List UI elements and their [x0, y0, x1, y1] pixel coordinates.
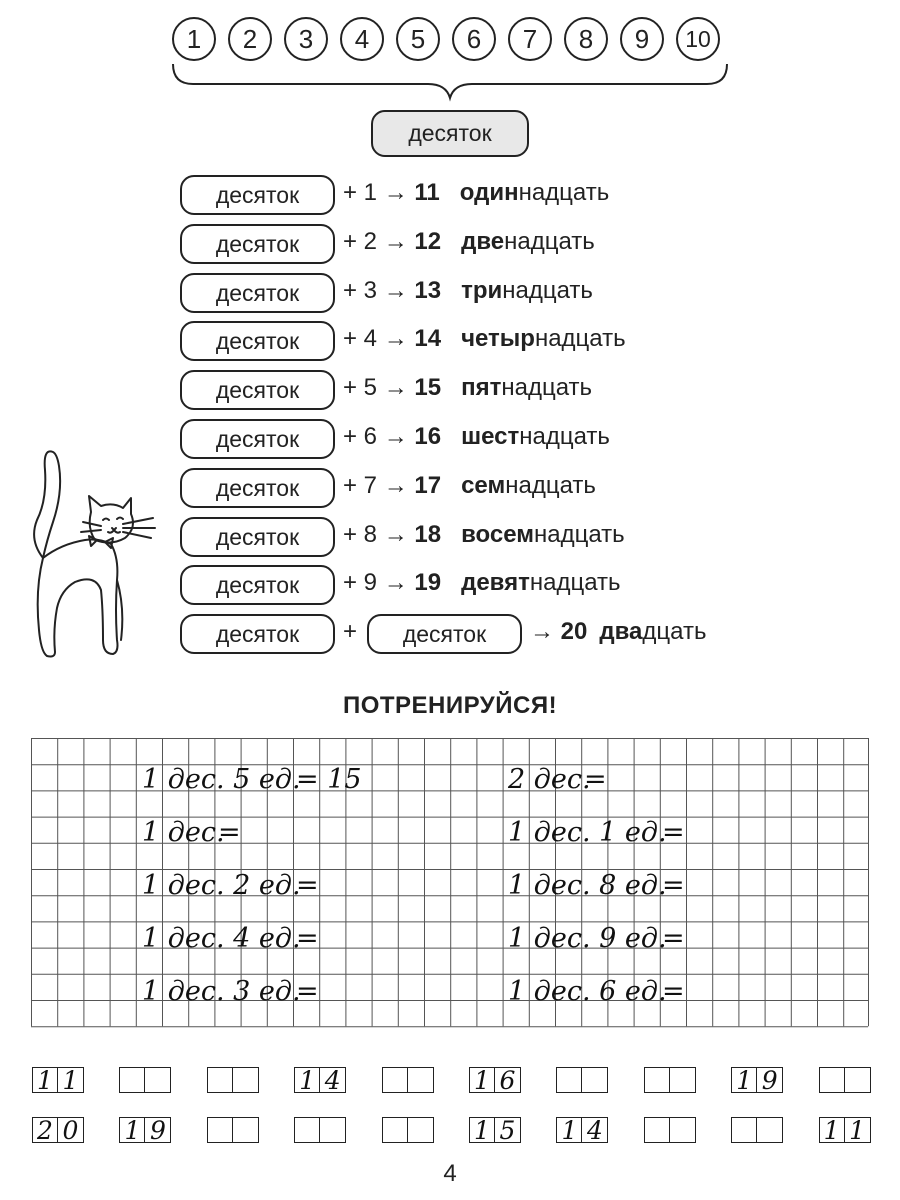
- exercise-answer[interactable]: =: [662, 923, 685, 954]
- tens-digit[interactable]: [645, 1118, 670, 1142]
- arrow: →: [383, 325, 408, 352]
- tens-digit[interactable]: [383, 1118, 408, 1142]
- word-suffix: надцать: [534, 325, 626, 352]
- result-number: 15: [414, 374, 442, 401]
- number-box[interactable]: [469, 1067, 521, 1093]
- tens-digit[interactable]: 2: [33, 1118, 58, 1142]
- curly-brace: [170, 62, 730, 102]
- tens-digit[interactable]: [557, 1068, 582, 1092]
- units-digit[interactable]: 0: [62, 1115, 79, 1145]
- units-digit[interactable]: 9: [149, 1115, 166, 1145]
- number-box[interactable]: [469, 1117, 521, 1143]
- tens-digit[interactable]: 1: [295, 1068, 320, 1092]
- arrow: →: [383, 521, 408, 548]
- number-circle: 3: [284, 17, 328, 61]
- number-box[interactable]: [119, 1117, 171, 1143]
- units-digit[interactable]: [845, 1068, 870, 1092]
- number-box[interactable]: [294, 1117, 346, 1143]
- exercise-expression: 1 дес. 6 ед.: [508, 976, 667, 1007]
- row-equation: [343, 277, 593, 305]
- plus-sign: +: [343, 618, 358, 645]
- plus-term: + 5: [343, 374, 378, 401]
- word-suffix: надцать: [501, 374, 593, 401]
- result-number: 20: [560, 618, 588, 645]
- word-root: два: [599, 618, 643, 645]
- word-suffix: надцать: [504, 228, 595, 255]
- number-box[interactable]: [556, 1117, 608, 1143]
- tens-digit[interactable]: 1: [732, 1068, 757, 1092]
- number-box[interactable]: [119, 1067, 171, 1093]
- units-digit[interactable]: [145, 1068, 170, 1092]
- plus-term: + 6: [343, 423, 378, 450]
- number-box[interactable]: [382, 1117, 434, 1143]
- word-root: один: [459, 179, 519, 206]
- row-equation: [343, 521, 625, 549]
- exercise-expression: 1 дес. 4 ед.: [142, 923, 301, 954]
- units-digit[interactable]: [670, 1068, 695, 1092]
- ten-box: десяток: [180, 614, 335, 654]
- ten-box: десяток: [367, 614, 522, 654]
- row-equation: [530, 618, 706, 646]
- number-box[interactable]: [32, 1117, 84, 1143]
- number-box[interactable]: [294, 1067, 346, 1093]
- tens-digit[interactable]: [732, 1118, 757, 1142]
- word-root: две: [461, 228, 505, 255]
- word-root: шест: [461, 423, 520, 450]
- number-box[interactable]: [731, 1117, 783, 1143]
- exercise-expression: 1 дес. 1 ед.: [508, 817, 667, 848]
- number-circle: 1: [172, 17, 216, 61]
- number-box[interactable]: [819, 1067, 871, 1093]
- row-equation: [343, 325, 626, 353]
- word-suffix: надцать: [518, 179, 610, 206]
- ten-box: десяток: [180, 175, 335, 215]
- units-digit[interactable]: 6: [499, 1065, 516, 1095]
- result-number: 16: [414, 423, 442, 450]
- row-equation: [343, 472, 596, 500]
- word-root: пят: [461, 374, 502, 401]
- word-root: сем: [461, 472, 506, 499]
- word-suffix: надцать: [519, 423, 610, 450]
- number-box[interactable]: [207, 1067, 259, 1093]
- word-suffix: надцать: [505, 472, 596, 499]
- number-box[interactable]: [32, 1067, 84, 1093]
- arrow: →: [383, 179, 408, 206]
- units-digit[interactable]: [408, 1068, 433, 1092]
- units-digit[interactable]: [233, 1068, 258, 1092]
- word-root: три: [461, 277, 503, 304]
- row-equation: [343, 569, 621, 597]
- exercise-expression: 1 дес. 3 ед.: [142, 976, 301, 1007]
- word-suffix: надцать: [529, 569, 621, 596]
- tens-digit[interactable]: 1: [557, 1118, 582, 1142]
- number-circles: [172, 17, 732, 65]
- result-number: 14: [414, 325, 442, 352]
- exercise-answer[interactable]: =: [296, 923, 319, 954]
- units-digit[interactable]: [582, 1068, 607, 1092]
- arrow: →: [383, 472, 408, 499]
- word-suffix: надцать: [534, 521, 625, 548]
- number-circle: 7: [508, 17, 552, 61]
- result-number: 12: [414, 228, 442, 255]
- result-number: 13: [414, 277, 442, 304]
- word-root: восем: [461, 521, 534, 548]
- arrow: →: [383, 228, 408, 255]
- number-box[interactable]: [382, 1067, 434, 1093]
- plus-term: + 7: [343, 472, 378, 499]
- exercise-expression: 1 дес. 9 ед.: [508, 923, 667, 954]
- exercise-expression: 1 дес.: [142, 817, 225, 848]
- ten-box: десяток: [180, 565, 335, 605]
- exercise-expression: 1 дес. 2 ед.: [142, 870, 301, 901]
- word-suffix: надцать: [502, 277, 593, 304]
- tens-digit[interactable]: [645, 1068, 670, 1092]
- tens-digit[interactable]: [295, 1118, 320, 1142]
- number-circle: 4: [340, 17, 384, 61]
- row-equation: [343, 179, 609, 207]
- tens-digit[interactable]: 1: [33, 1068, 58, 1092]
- tens-digit[interactable]: 1: [120, 1118, 145, 1142]
- units-digit[interactable]: [757, 1118, 782, 1142]
- word-root: четыр: [461, 325, 535, 352]
- number-box[interactable]: [207, 1117, 259, 1143]
- tens-digit[interactable]: [208, 1118, 233, 1142]
- ten-box: десяток: [180, 468, 335, 508]
- ten-box: десяток: [180, 273, 335, 313]
- number-box[interactable]: [644, 1117, 696, 1143]
- result-number: 18: [414, 521, 442, 548]
- result-number: 19: [414, 569, 442, 596]
- number-circle: 8: [564, 17, 608, 61]
- exercise-expression: 2 дес.: [508, 764, 591, 795]
- units-digit[interactable]: 4: [324, 1065, 341, 1095]
- row-equation: [343, 228, 595, 256]
- plus-term: + 3: [343, 277, 378, 304]
- result-number: 11: [414, 179, 440, 206]
- exercise-answer[interactable]: =: [584, 764, 607, 795]
- tens-digit[interactable]: [383, 1068, 408, 1092]
- arrow: →: [530, 618, 554, 645]
- ten-box: десяток: [180, 370, 335, 410]
- units-digit[interactable]: 5: [499, 1115, 516, 1145]
- tens-digit[interactable]: [820, 1068, 845, 1092]
- exercise-answer[interactable]: =: [218, 817, 241, 848]
- tens-digit[interactable]: [208, 1068, 233, 1092]
- units-digit[interactable]: 9: [761, 1065, 778, 1095]
- exercise-answer[interactable]: =: [662, 870, 685, 901]
- units-digit[interactable]: 4: [586, 1115, 603, 1145]
- number-box[interactable]: [644, 1067, 696, 1093]
- tens-digit[interactable]: 1: [470, 1118, 495, 1142]
- ten-box: десяток: [180, 517, 335, 557]
- exercise-answer[interactable]: =: [662, 817, 685, 848]
- plus-term: + 4: [343, 325, 378, 352]
- plus-term: + 8: [343, 521, 378, 548]
- number-circle: 10: [676, 17, 720, 61]
- tens-digit[interactable]: 1: [470, 1068, 495, 1092]
- plus-term: + 2: [343, 228, 378, 255]
- number-circle: 9: [620, 17, 664, 61]
- exercise-expression: 1 дес. 5 ед.: [142, 764, 301, 795]
- page-number: 4: [443, 1160, 457, 1187]
- arrow: →: [383, 423, 408, 450]
- word-root: девят: [461, 569, 530, 596]
- word-suffix: дцать: [642, 618, 707, 645]
- tens-digit[interactable]: 1: [820, 1118, 845, 1142]
- plus-term: + 9: [343, 569, 378, 596]
- ten-label-box: десяток: [371, 110, 529, 157]
- arrow: →: [383, 374, 408, 401]
- row-equation: [343, 423, 610, 451]
- units-digit[interactable]: [320, 1118, 345, 1142]
- plus-term: + 1: [343, 179, 378, 206]
- units-digit[interactable]: 1: [62, 1065, 79, 1095]
- ten-box: десяток: [180, 419, 335, 459]
- cat-illustration: [25, 440, 165, 665]
- number-circle: 2: [228, 17, 272, 61]
- exercise-answer[interactable]: =: [296, 870, 319, 901]
- units-digit[interactable]: [233, 1118, 258, 1142]
- exercise-expression: 1 дес. 8 ед.: [508, 870, 667, 901]
- number-box[interactable]: [731, 1067, 783, 1093]
- number-box[interactable]: [556, 1067, 608, 1093]
- number-box[interactable]: [819, 1117, 871, 1143]
- number-circle: 6: [452, 17, 496, 61]
- row-equation: [343, 374, 592, 402]
- exercise-answer[interactable]: = 15: [296, 764, 362, 795]
- result-number: 17: [414, 472, 442, 499]
- exercise-answer[interactable]: =: [296, 976, 319, 1007]
- units-digit[interactable]: [670, 1118, 695, 1142]
- arrow: →: [383, 277, 408, 304]
- exercise-answer[interactable]: =: [662, 976, 685, 1007]
- units-digit[interactable]: 1: [849, 1115, 866, 1145]
- arrow: →: [383, 569, 408, 596]
- tens-digit[interactable]: [120, 1068, 145, 1092]
- practice-title: ПОТРЕНИРУЙСЯ!: [342, 692, 558, 719]
- ten-box: десяток: [180, 321, 335, 361]
- number-circle: 5: [396, 17, 440, 61]
- ten-box: десяток: [180, 224, 335, 264]
- units-digit[interactable]: [408, 1118, 433, 1142]
